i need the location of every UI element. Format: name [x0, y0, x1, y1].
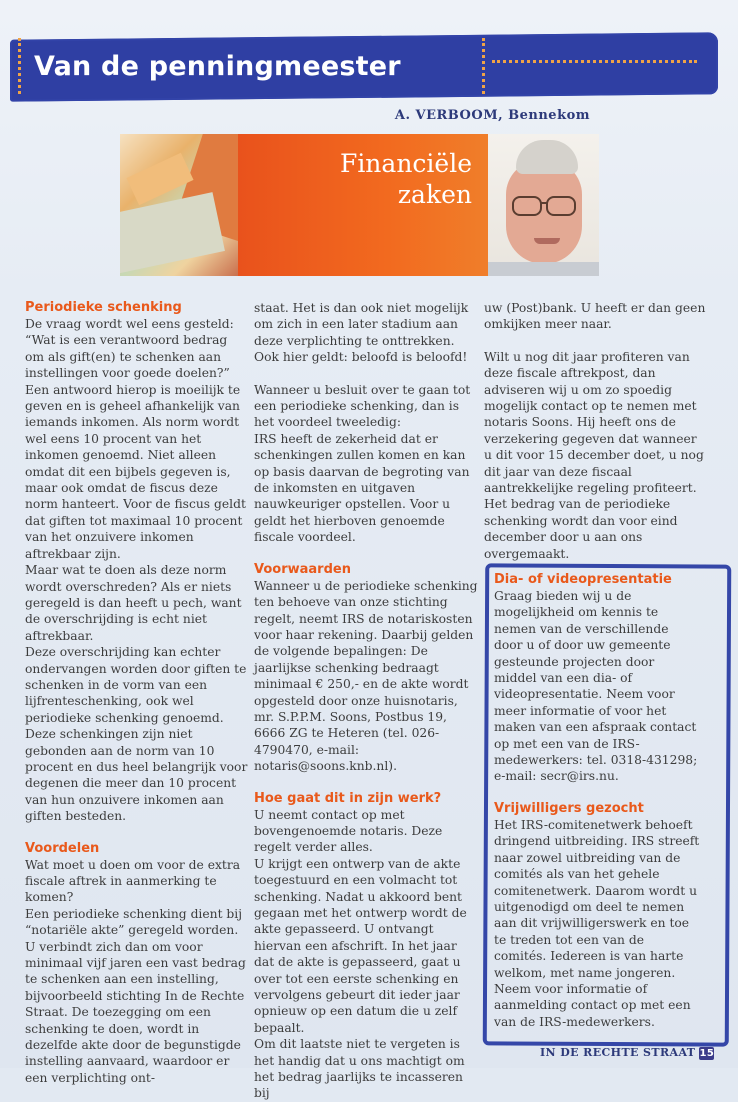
- author-byline: A. VERBOOM, Bennekom: [394, 108, 590, 123]
- paragraph: Een antwoord hierop is moeilijk te geven en is geheel afhankelijk van iemands inkomen. Als norm wordt wel eens 10 procent van het inkomen genoemd. Niet alleen omdat dit een bijbels gegeven is, maar ook omdat de fiscus deze norm hanteert. Voor de fiscus geldt dat giften tot maximaal 10 procent van het onzuivere inkomen aftrekbaar zijn.: [25, 382, 246, 561]
- section-title: Van de penningmeester: [34, 51, 401, 82]
- magazine-name: IN DE RECHTE STRAAT: [540, 1046, 696, 1059]
- page-number: 15: [699, 1048, 715, 1059]
- paragraph: U krijgt een ontwerp van de akte toegestuurd en een volmacht tot schenking. Nadat u akkoord bent gegaan met het ontwerp wordt de akte gepasseerd. U ontvangt hiervan een afschrift. In het jaar dat de akte is gepasseerd, gaat u over tot een eerste schenking en vervolgens gebeurt dit ieder jaar opnieuw op een datum die u zelf bepaalt.: [254, 856, 467, 1035]
- subheading: Dia- of videopresentatie: [494, 572, 672, 587]
- paragraph: Maar wat te doen als deze norm wordt overschreden? Als er niets geregeld is dan heeft u pech, want de overschrijding is echt niet aftrekbaar.: [25, 563, 242, 643]
- paragraph: U neemt contact op met bovengenoemde notaris. Deze regelt verder alles.: [254, 807, 443, 855]
- paragraph: Graag bieden wij u de mogelijkheid om kennis te nemen van de verschillende door u of door uw gemeente gesteunde projecten door middel van een dia- of videopresentatie. Neem voor meer informatie of voor het maken van een afspraak contact op met een van de IRS-medewerkers: tel. 0318-431298; e-mail: secr@irs.nu.: [494, 589, 698, 784]
- decorative-dots: [18, 38, 25, 94]
- paragraph: Wanneer u besluit over te gaan tot een periodieke schenking, dan is het voordeel tweeledig:: [254, 382, 471, 430]
- subheading: Hoe gaat dit in zijn werk?: [254, 790, 442, 806]
- title-panel: [238, 134, 488, 276]
- subheading: Vrijwilligers gezocht: [494, 800, 644, 816]
- column-1: [25, 300, 250, 1086]
- decorative-dots: [482, 38, 489, 94]
- paragraph: De vraag wordt wel eens gesteld: “Wat is een verantwoord bedrag om als gift(en) te schenken aan instellingen voor goede doelen?”: [25, 317, 234, 381]
- paragraph: Wilt u nog dit jaar profiteren van deze fiscale aftrekpost, dan adviseren wij u om zo spoedig mogelijk contact op te nemen met notaris Soons. Hij heeft ons de verzekering gegeven dat wanneer u dit voor 15 december doet, u nog dit jaar van deze fiscaal aantrekkelijke regeling profiteert. Het bedrag van de periodieke schenking wordt dan voor eind december door u aan ons overgemaakt.: [484, 349, 704, 561]
- paragraph: Wat moet u doen om voor de extra fiscale aftrek in aanmerking te komen?: [25, 857, 241, 905]
- paragraph: Wanneer u de periodieke schenking ten behoeve van onze stichting regelt, neemt IRS de notariskosten voor haar rekening. Daarbij gelden de volgende bepalingen: De jaarlijkse schenking bedraagt minimaal € 250,- en de akte wordt opgesteld door onze huisnotaris, mr. S.P.P.M. Soons, Postbus 19, 6666 ZG te Heteren (tel. 026-4790470, e-mail: notaris@soons.knb.nl).: [254, 578, 478, 774]
- banknotes-photo: [120, 134, 238, 276]
- box-border: [483, 563, 732, 1046]
- page-footer: [540, 1046, 714, 1060]
- decorative-dots: [492, 60, 697, 63]
- author-portrait: [488, 134, 599, 276]
- column-3: [484, 300, 706, 562]
- subheading: Voordelen: [25, 840, 100, 856]
- paragraph: Deze overschrijding kan echter ondervangen worden door giften te schenken in de vorm van een lijfrenteschenking, ook wel periodieke schenking genoemd. Deze schenkingen zijn niet gebonden aan de norm van 10 procent en dus heel belangrijk voor degenen die meer dan 10 procent van hun onzuivere inkomen aan giften besteden.: [25, 645, 248, 824]
- subheading: Periodieke schenking: [25, 300, 182, 315]
- caption-line: zaken: [397, 180, 472, 209]
- header-image: [120, 134, 599, 276]
- caption-line: Financiële: [339, 149, 472, 178]
- info-box: [494, 572, 700, 1028]
- paragraph: Een periodieke schenking dient bij “notariële akte” geregeld worden. U verbindt zich dan om voor minimaal vijf jaren een vast bedrag te schenken aan een instelling, bijvoorbeeld stichting In de Rechte Straat. De toezegging om een schenking te doen, wordt in dezelfde akte door de begunstigde instelling aanvaard, waardoor er een verplichting ont-: [25, 906, 246, 1085]
- subheading: Voorwaarden: [254, 561, 351, 577]
- paragraph: staat. Het is dan ook niet mogelijk om zich in een later stadium aan deze verplichting te onttrekken. Ook hier geldt: beloofd is beloofd!: [254, 301, 469, 365]
- paragraph: uw (Post)bank. U heeft er dan geen omkijken meer naar.: [484, 301, 706, 332]
- paragraph: Om dit laatste niet te vergeten is het handig dat u ons machtigt om het bedrag jaarlijks te incasseren bij: [254, 1037, 465, 1101]
- paragraph: IRS heeft de zekerheid dat er schenkingen zullen komen en kan op basis daarvan de begroting van de inkomsten en uitgaven nauwkeuriger opstellen. Voor u geldt het hierboven genoemde fiscale voordeel.: [254, 431, 470, 545]
- paragraph: Het IRS-comitenetwerk behoeft dringend uitbreiding. IRS streeft naar zowel uitbreiding van de comités als van het gehele comitenetwerk. Daarom wordt u uitgenodigd om deel te nemen aan dit vrijwilligerswerk en toe te treden tot een van de comités. Iedereen is van harte welkom, met name jongeren. Neem voor informatie of aanmelding contact op met een van de IRS-medewerkers.: [494, 817, 700, 1029]
- image-caption: [340, 148, 472, 210]
- column-2: [254, 300, 479, 1102]
